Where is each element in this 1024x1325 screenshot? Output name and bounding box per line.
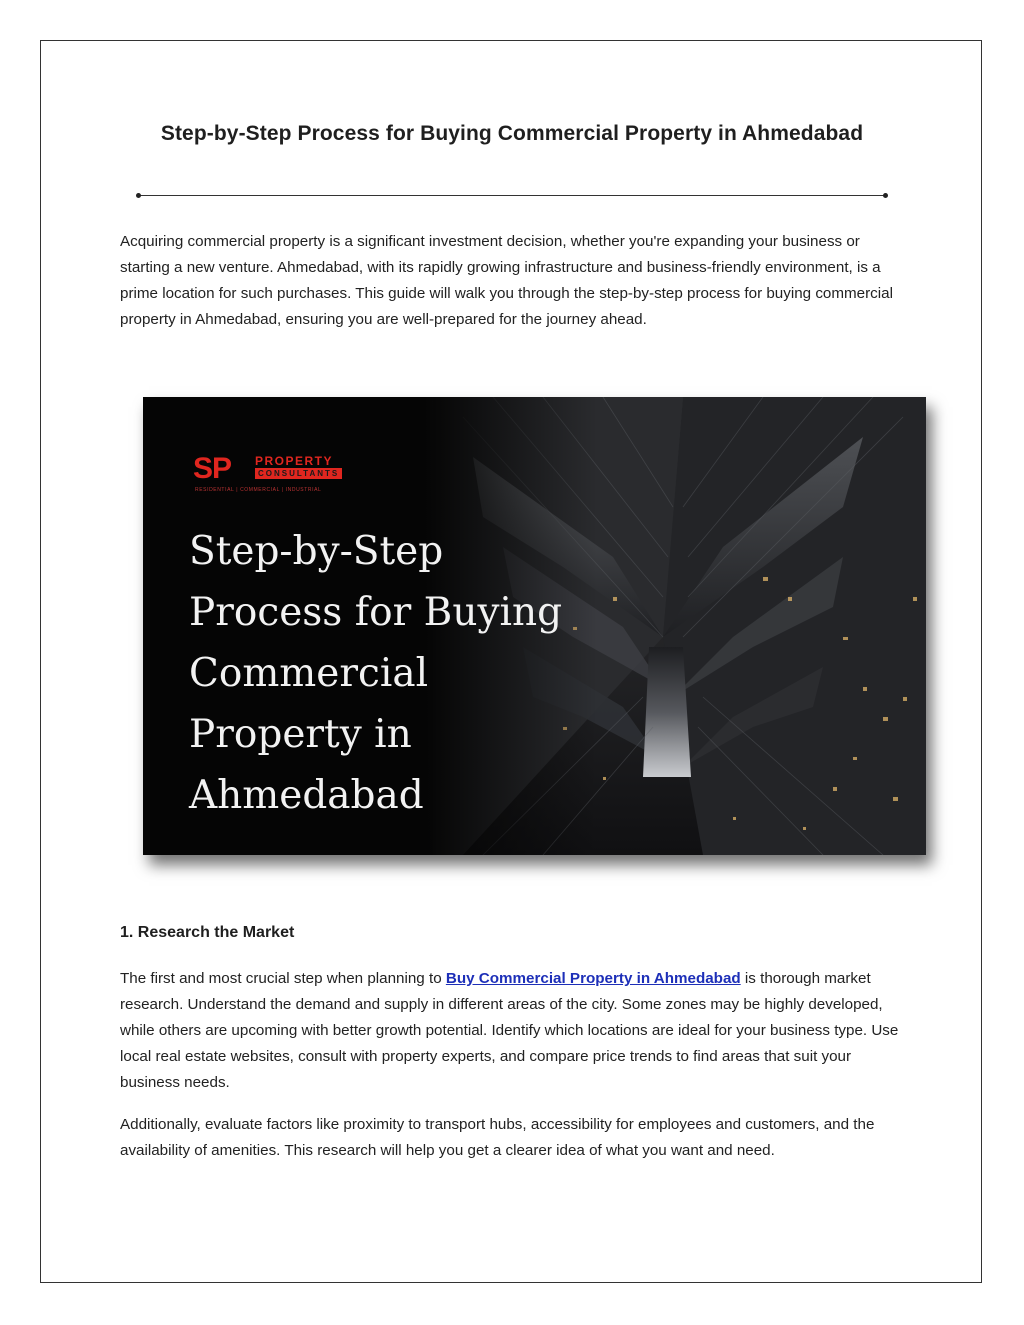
divider-dot-left (136, 193, 141, 198)
hero-heading-line: Ahmedabad (189, 773, 424, 818)
intro-paragraph: Acquiring commercial property is a significant investment decision, whether you're expanding your business or starting a new venture. Ahmedabad, with its rapidly growing infrastructure and business-friendly environment, is a prime location for such purchases. This guide will walk you through the step-by-step process for buying commercial property in Ahmedabad, ensuring you are well-prepared for the journey ahead. (120, 233, 893, 328)
hero-heading-line: Step-by-Step (189, 529, 444, 574)
divider-line (139, 195, 885, 196)
hero-heading-line: Property in (189, 712, 412, 757)
paragraph-text: The first and most crucial step when planning to (120, 970, 446, 987)
buy-commercial-property-link[interactable]: Buy Commercial Property in Ahmedabad (445, 970, 741, 987)
document-title: Step-by-Step Process for Buying Commercial Property in Ahmedabad (160, 122, 864, 145)
logo-tagline: RESIDENTIAL | COMMERCIAL | INDUSTRIAL (195, 487, 322, 493)
section-paragraph (120, 966, 900, 1096)
hero-heading-line: Commercial (189, 651, 429, 696)
section-paragraph: Additionally, evaluate factors like proximity to transport hubs, accessibility for employees and customers, and the availability of amenities. This research will help you get a clearer idea of what you want and need. (120, 1116, 875, 1159)
paragraph-text: is thorough market research. Understand the demand and supply in different areas of the city. Some zones may be highly developed, while others are upcoming with better growth potential. Identify which locations are ideal for your business type. Use local real estate websites, consult with property experts, and compare price trends to find areas that suit your business needs. (120, 970, 899, 1091)
hero-heading (189, 521, 609, 826)
logo-sp-text: SP (193, 452, 232, 485)
company-logo (193, 453, 363, 497)
divider-dot-right (883, 193, 888, 198)
hero-heading-line: Process for Buying (189, 590, 563, 635)
title-divider (136, 191, 888, 201)
logo-property-text: PROPERTY (255, 454, 334, 468)
logo-consultants-text: CONSULTANTS (255, 468, 342, 479)
section-heading: 1. Research the Market (120, 924, 295, 941)
hero-image (143, 397, 926, 855)
